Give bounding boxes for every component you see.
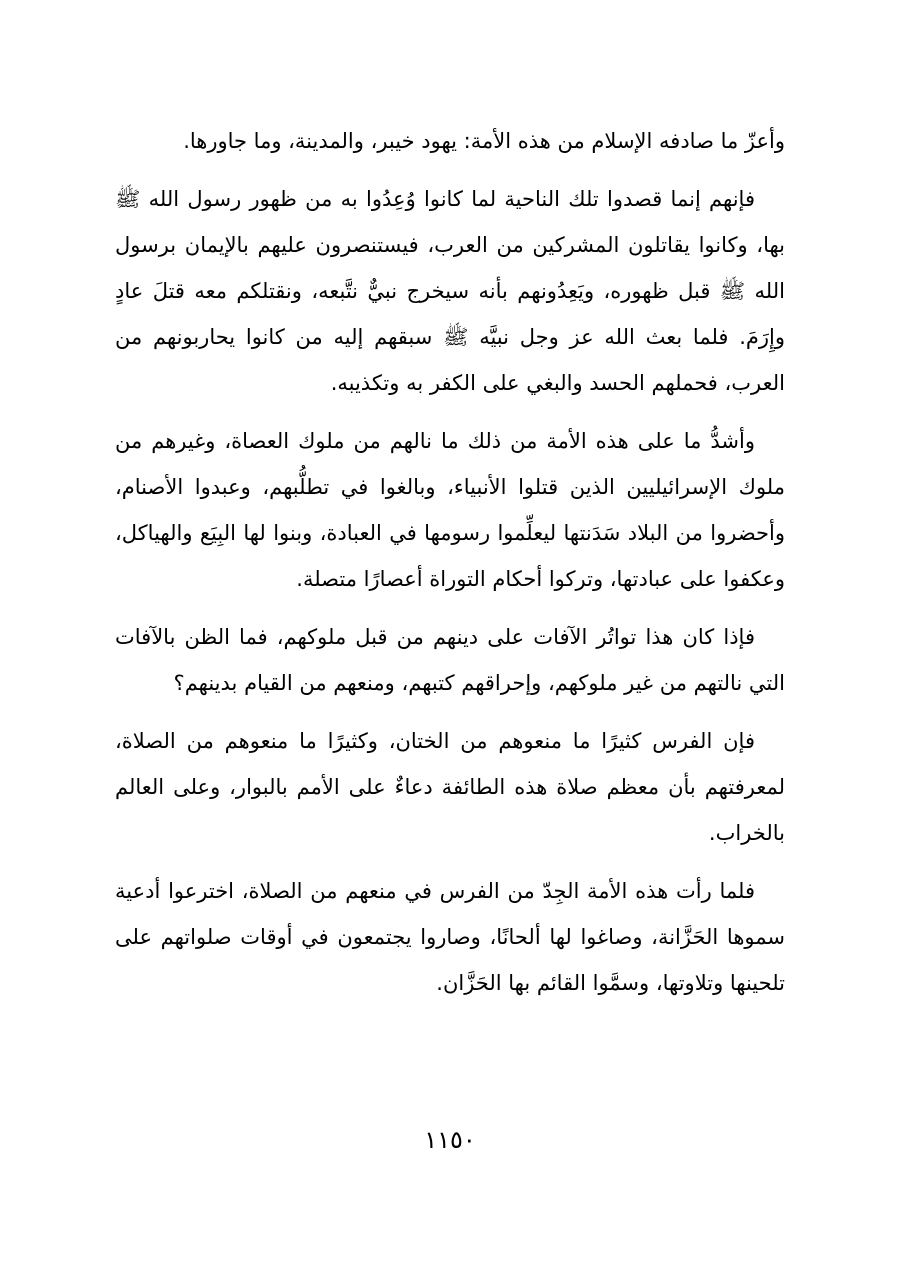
paragraph-4: فإذا كان هذا تواتُر الآفات على دينهم من قبل ملوكهم، فما الظن بالآفات التي نالتهم من غير ملوكهم، وإحراقهم كتبهم، ومنعهم من القيام بدينهم؟ <box>115 625 785 695</box>
paragraph-5: فإن الفرس كثيرًا ما منعوهم من الختان، وكثيرًا ما منعوهم من الصلاة، لمعرفتهم بأن معظم صلاة هذه الطائفة دعاءٌ على الأمم بالبوار، وعلى العالم بالخراب. <box>115 729 785 845</box>
page-number: ١١٥٠ <box>424 1126 476 1154</box>
paragraph-3: وأشدُّ ما على هذه الأمة من ذلك ما نالهم من ملوك العصاة، وغيرهم من ملوك الإسرائيليين الذين قتلوا الأنبياء، وبالغوا في تطلُّبهم، وعبدوا الأصنام، وأحضروا من البلاد سَدَنتها ليعلِّموا رسومها في العبادة، وبنوا لها البِيَع والهياكل، وعكفوا على عبادتها، وتركوا أحكام التوراة أعصارًا متصلة. <box>115 429 785 591</box>
page-body <box>115 118 785 1018</box>
paragraph-2: فإنهم إنما قصدوا تلك الناحية لما كانوا وُعِدُوا به من ظهور رسول الله ﷺ بها، وكانوا يقاتلون المشركين من العرب، فيستنصرون عليهم بالإيمان برسول الله ﷺ قبل ظهوره، ويَعِدُونهم بأنه سيخرج نبيٌّ نتَّبعه، ونقتلكم معه قتلَ عادٍ وإِرَمَ. فلما بعث الله عز وجل نبيَّه ﷺ سبقهم إليه من كانوا يحاربونهم من العرب، فحملهم الحسد والبغي على الكفر به وتكذيبه. <box>115 187 785 395</box>
paragraph-6: فلما رأت هذه الأمة الجِدّ من الفرس في منعهم من الصلاة، اخترعوا أدعية سموها الحَزَّانة، وصاغوا لها ألحانًا، وصاروا يجتمعون في أوقات صلواتهم على تلحينها وتلاوتها، وسمَّوا القائم بها الحَزَّان. <box>115 879 785 995</box>
paragraph-1: وأعزّ ما صادفه الإسلام من هذه الأمة: يهود خيبر، والمدينة، وما جاورها. <box>183 129 785 153</box>
